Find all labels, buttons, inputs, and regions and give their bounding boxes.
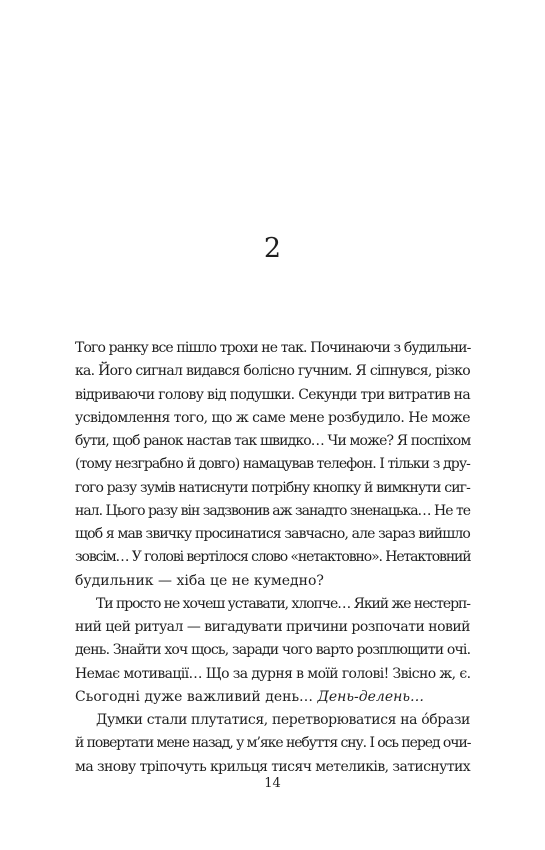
text-line: день. Знайти хоч щось, заради чого варто розплющити очі.	[75, 642, 471, 659]
text-line: ма знову тріпочуть крильця тисяч метеликів, затиснутих	[75, 758, 471, 775]
chapter-text	[75, 337, 470, 779]
text-line: ка. Його сигнал видався болісно гучним. Я сіпнувся, різко	[75, 363, 470, 380]
text-line: бути, щоб ранок настав так швидко… Чи може? Я поспіхом	[75, 433, 471, 449]
text-line: будильник — хіба це не кумедно?	[75, 572, 324, 589]
text-line: й повертати мене назад, у м’яке небуття сну. І ось перед очи-	[75, 735, 471, 752]
text-line: Думки стали плутатися, перетворюватися на óбрази	[96, 712, 470, 728]
text-fragment: Сьогодні дуже важливий день…	[75, 688, 314, 705]
text-line: нал. Цього разу він задзвонив аж занадто зненацька… Не те	[75, 502, 470, 519]
text-line: відриваючи голову від подушки. Секунди три витратив на	[75, 386, 470, 403]
text-line: Того ранку все пішло трохи не так. Починаючи з будильни-	[75, 340, 471, 356]
italic-text: День-делень…	[317, 688, 424, 705]
text-line: усвідомлення того, що ж саме мене розбудило. Не може	[75, 409, 470, 426]
text-line: Ти просто не хочеш уставати, хлопче… Який же нестерп-	[96, 595, 470, 612]
chapter-number: 2	[263, 233, 282, 264]
text-line: щоб я мав звичку просинатися завчасно, але зараз вийшло	[75, 526, 470, 542]
text-line: Немає мотивації… Що за дурня в моїй голові! Звісно ж, є.	[75, 665, 471, 682]
text-line: гого разу зумів натиснути потрібну кнопку й вимкнути сиг-	[75, 479, 470, 496]
page-number: 14	[264, 776, 281, 791]
text-line	[75, 686, 470, 709]
text-line: (тому незграбно й довго) намацував телефон. І тільки з дру-	[75, 456, 470, 473]
text-line: ний цей ритуал — вигадувати причини розпочати новий	[75, 619, 470, 635]
text-line: зовсім… У голові вертілося слово «нетактовно». Нетактовний	[75, 549, 471, 566]
